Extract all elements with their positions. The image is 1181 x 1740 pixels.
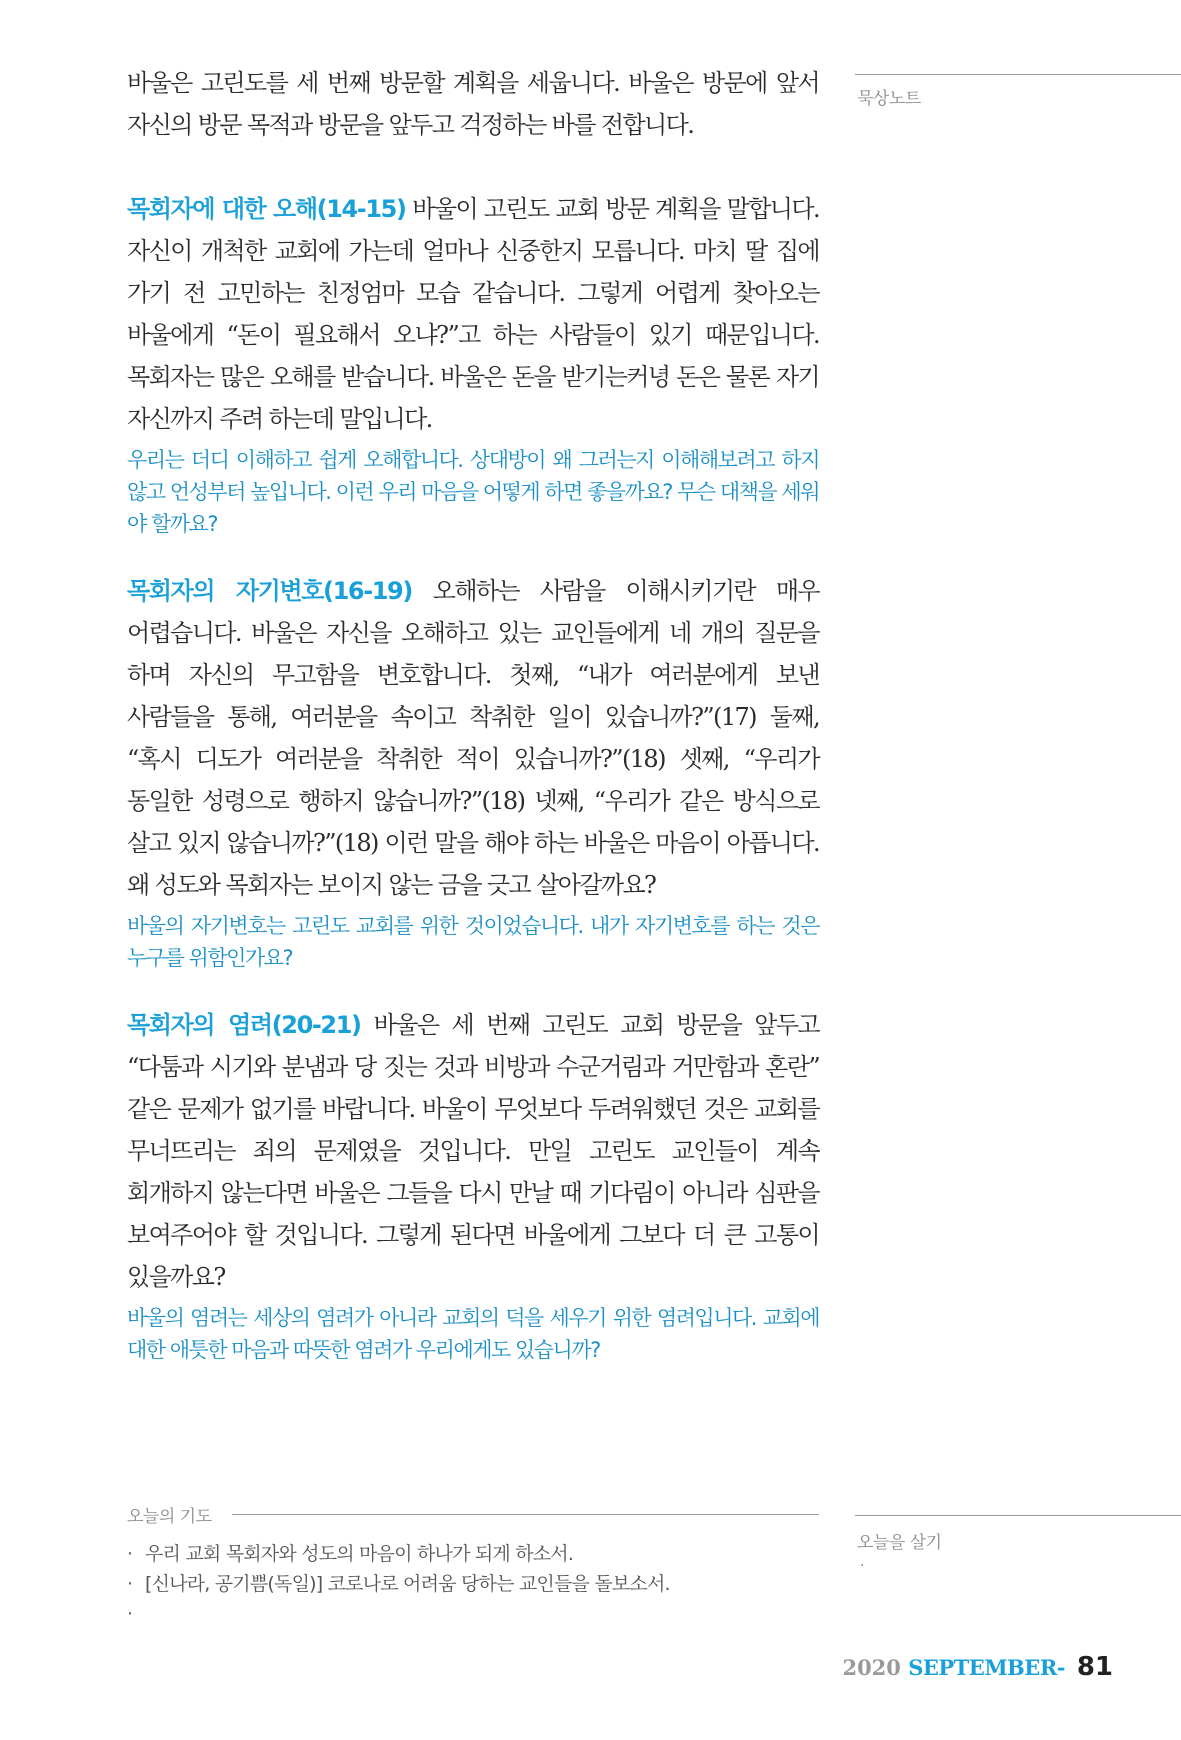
- prayer-item: [127, 1599, 819, 1629]
- section-2-question: 바울의 자기변호는 고린도 교회를 위한 것이었습니다. 내가 자기변호를 하는 것은 누구를 위함인가요?: [127, 914, 819, 970]
- section-2-body: [127, 570, 819, 906]
- prayer-title: 오늘의 기도: [127, 1507, 212, 1527]
- prayer-bullet: ·: [127, 1573, 133, 1595]
- intro-paragraph: 바울은 고린도를 세 번째 방문할 계획을 세웁니다. 바울은 방문에 앞서 자신의 방문 목적과 방문을 앞두고 걱정하는 바를 전합니다.: [127, 69, 819, 139]
- sidebar-top-rule: [855, 74, 1181, 75]
- page-footer: [842, 1652, 1113, 1682]
- section-2-heading: 목회자의 자기변호(16-19): [127, 577, 412, 605]
- section-2-text: 오해하는 사람을 이해시키기란 매우 어렵습니다. 바울은 자신을 오해하고 있는 교인들에게 네 개의 질문을 하며 자신의 무고함을 변호합니다. 첫째, “내가 여러분에게 보낸 사람들을 통해, 여러분을 속이고 착취한 일이 있습니까?”(17) 둘째, “혹시 디도가 여러분을 착취한 적이 있습니까?”(18) 셋째, “우리가 동일한 성령으로 행하지 않습니까?”(18) 넷째, “우리가 같은 방식으로 살고 있지 않습니까?”(18) 이런 말을 해야 하는 바울은 마음이 아픕니다. 왜 성도와 목회자는 보이지 않는 금을 긋고 살아갈까요?: [127, 577, 820, 899]
- section-1-body: [127, 188, 819, 440]
- prayer-item: [127, 1539, 819, 1569]
- living-bullet: ·: [860, 1558, 865, 1574]
- sidebar-bottom-rule: [855, 1515, 1181, 1516]
- page-number: 81: [1076, 1652, 1113, 1682]
- section-3-question: 바울의 염려는 세상의 염려가 아니라 교회의 덕을 세우기 위한 염려입니다. 교회에 대한 애틋한 마음과 따뜻한 염려가 우리에게도 있습니까?: [127, 1306, 819, 1362]
- prayer-header: [127, 1502, 819, 1527]
- section-3-text: 바울은 세 번째 고린도 교회 방문을 앞두고 “다툼과 시기와 분냄과 당 짓는 것과 비방과 수군거림과 거만함과 혼란” 같은 문제가 없기를 바랍니다. 바울이 무엇보다 두려워했던 것은 교회를 무너뜨리는 죄의 문제였을 것입니다. 만일 고린도 교인들이 계속 회개하지 않는다면 바울은 그들을 다시 만날 때 기다림이 아니라 심판을 보여주어야 할 것입니다. 그렇게 된다면 바울에게 그보다 더 큰 고통이 있을까요?: [127, 1011, 819, 1291]
- prayer-item: [127, 1569, 819, 1599]
- section-3-heading: 목회자의 염려(20-21): [127, 1011, 361, 1039]
- prayer-rule: [232, 1514, 819, 1515]
- prayer-list: [127, 1539, 819, 1629]
- footer-year: 2020: [842, 1655, 901, 1680]
- prayer-bullet: ·: [127, 1603, 133, 1625]
- prayer-bullet: ·: [127, 1543, 133, 1565]
- note-label: 묵상노트: [857, 89, 921, 109]
- section-1-heading: 목회자에 대한 오해(14-15): [127, 195, 406, 223]
- main-column: [127, 62, 819, 1366]
- footer-month: SEPTEMBER: [908, 1655, 1057, 1680]
- prayer-item-text: 우리 교회 목회자와 성도의 마음이 하나가 되게 하소서.: [145, 1543, 574, 1565]
- section-1-text: 바울이 고린도 교회 방문 계획을 말합니다. 자신이 개척한 교회에 가는데 얼마나 신중한지 모릅니다. 마치 딸 집에 가기 전 고민하는 친정엄마 모습 같습니다. 그렇게 어렵게 찾아오는 바울에게 “돈이 필요해서 오냐?”고 하는 사람들이 있기 때문입니다. 목회자는 많은 오해를 받습니다. 바울은 돈을 받기는커녕 돈은 물론 자기 자신까지 주려 하는데 말입니다.: [127, 195, 819, 433]
- section-1-question: 우리는 더디 이해하고 쉽게 오해합니다. 상대방이 왜 그러는지 이해해보려고 하지 않고 언성부터 높입니다. 이런 우리 마음을 어떻게 하면 좋을까요? 무슨 대책을 세워야 할까요?: [127, 448, 819, 536]
- footer-dash: -: [1056, 1655, 1066, 1680]
- prayer-section: [127, 1502, 819, 1629]
- living-label: 오늘을 살기: [857, 1533, 942, 1553]
- section-3-body: [127, 1004, 819, 1298]
- prayer-item-text: [신나라, 공기쁨(독일)] 코로나로 어려움 당하는 교인들을 돌보소서.: [145, 1573, 670, 1595]
